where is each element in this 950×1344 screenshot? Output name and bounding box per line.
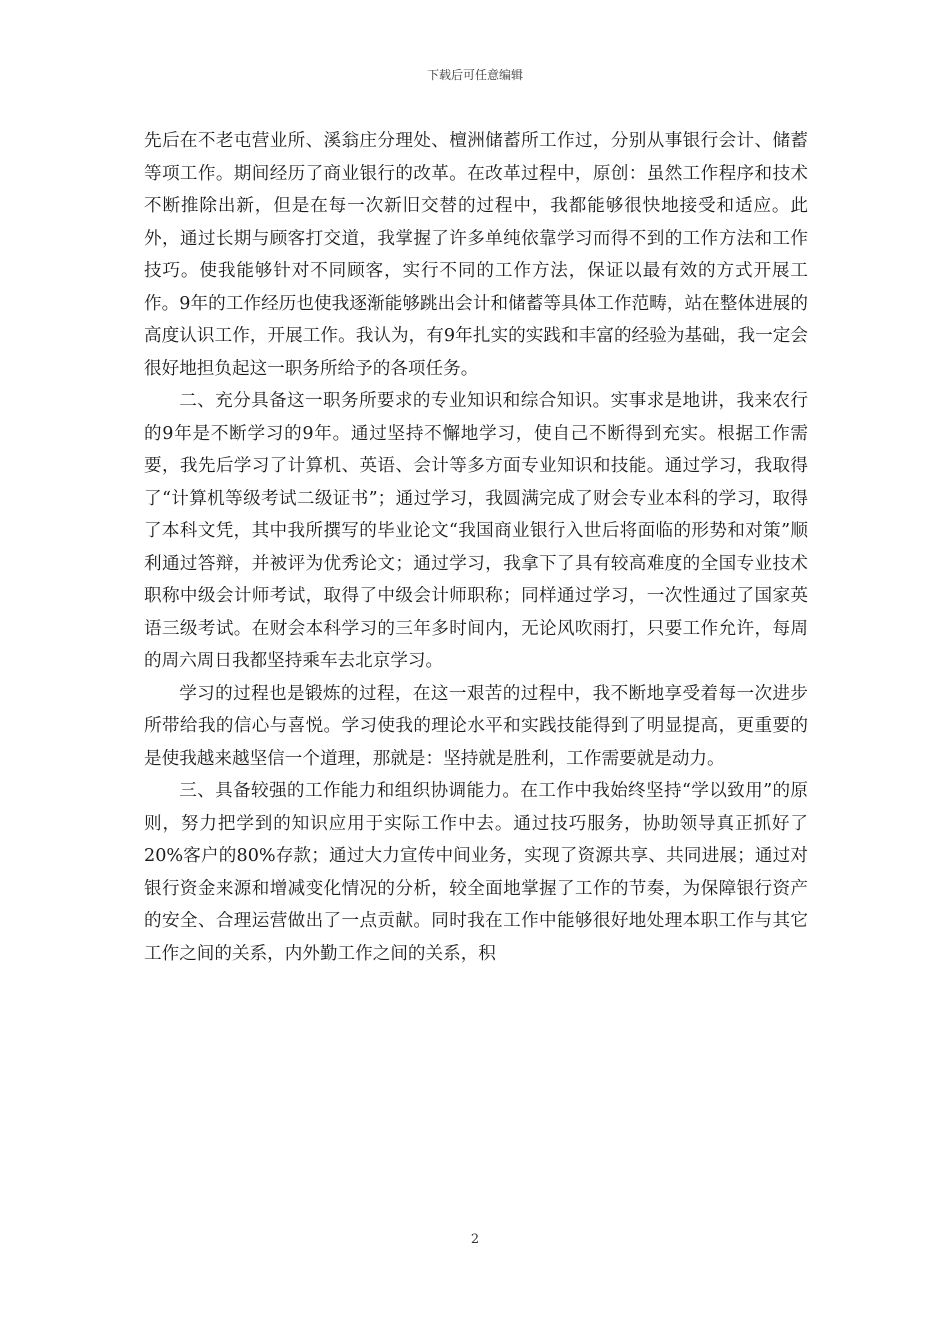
paragraph-section-two: 二、充分具备这一职务所要求的专业知识和综合知识。实事求是地讲，我来农行的9年是不断学习的9年。通过坚持不懈地学习，使自己不断得到充实。根据工作需要，我先后学习了计算机、英语、会计等多方面专业知识和技能。通过学习，我取得了“计算机等级考试二级证书”；通过学习，我圆满完成了财会专业本科的学习，取得了本科文凭，其中我所撰写的毕业论文“我国商业银行入世后将面临的形势和对策”顺利通过答辩，并被评为优秀论文；通过学习，我拿下了具有较高难度的全国专业技术职称中级会计师考试，取得了中级会计师职称；同样通过学习，一次性通过了国家英语三级考试。在财会本科学习的三年多时间内，无论风吹雨打，只要工作允许，每周的周六周日我都坚持乘车去北京学习。 (144, 391, 808, 671)
page-number: 2 (470, 1232, 480, 1247)
paragraph-continued: 先后在不老屯营业所、溪翁庄分理处、檀洲储蓄所工作过，分别从事银行会计、储蓄等项工作。期间经历了商业银行的改革。在改革过程中，原创：虽然工作程序和技术不断推除出新，但是在每一次新旧交替的过程中，我都能够很快地接受和适应。此外，通过长期与顾客打交道，我掌握了许多单纯依靠学习而得不到的工作方法和工作技巧。使我能够针对不同顾客，实行不同的工作方法，保证以最有效的方式开展工作。9年的工作经历也使我逐渐能够跳出会计和储蓄等具体工作范畴，站在整体进展的高度认识工作，开展工作。我认为，有9年扎实的实践和丰富的经验为基础，我一定会很好地担负起这一职务所给予的各项任务。 (144, 131, 808, 379)
paragraph-learning: 学习的过程也是锻炼的过程，在这一艰苦的过程中，我不断地享受着每一次进步所带给我的信心与喜悦。学习使我的理论水平和实践技能得到了明显提高，更重要的是使我越来越坚信一个道理，那就是：坚持就是胜利，工作需要就是动力。 (144, 683, 808, 769)
document-body (144, 125, 808, 970)
paragraph-section-three: 三、具备较强的工作能力和组织协调能力。在工作中我始终坚持“学以致用”的原则，努力把学到的知识应用于实际工作中去。通过技巧服务，协助领导真正抓好了20%客户的80%存款；通过大力宣传中间业务，实现了资源共享、共同进展；通过对银行资金来源和增减变化情况的分析，较全面地掌握了工作的节奏，为保障银行资产的安全、合理运营做出了一点贡献。同时我在工作中能够很好地处理本职工作与其它工作之间的关系，内外勤工作之间的关系，积 (144, 781, 808, 964)
page-header: 下载后可任意编辑 (426, 68, 523, 82)
